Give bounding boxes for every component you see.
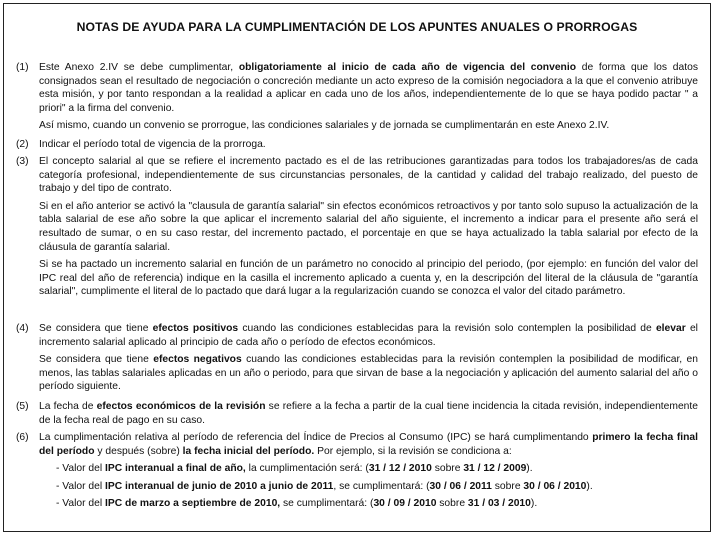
note-text bbox=[39, 322, 698, 394]
note-paragraph: Así mismo, cuando un convenio se prorrogue, las condiciones salariales y de jornada se cumplimentarán en este Anexo 2.IV. bbox=[39, 120, 610, 132]
help-notes-box bbox=[3, 3, 711, 532]
note-paragraph: La cumplimentación relativa al período de referencia del Índice de Precios al Consumo (IPC) se hará cumplimentando primero la fecha final del período y después (sobre) la fecha inicial del período. Por ejemplo, si la revisión se condiciona a: bbox=[39, 432, 698, 457]
note-text bbox=[39, 138, 698, 152]
note-paragraph: Este Anexo 2.IV se debe cumplimentar, obligatoriamente al inicio de cada año de vigencia del convenio de forma que los datos consignados sean el resultado de negociación o concreción mediante un acto expreso de la comisión negociadora a la que el convenio atribuye esta misión, y por tanto respondan a la realidad a aplicar en cada uno de los años, independientemente de lo que se haya podido pactar " a priori" a la firma del convenio. bbox=[39, 62, 698, 114]
note-number: (3) bbox=[16, 156, 29, 167]
note-paragraph: Se considera que tiene efectos negativos cuando las condiciones establecidas para la revisión contemplen la posibilidad de modificar, en menos, las tablas salariales aplicadas en un año o periodo, para que sirvan de base a la negociación y aplicación del aumento salarial del año o período siguiente. bbox=[39, 354, 698, 393]
note-text bbox=[39, 61, 698, 133]
note-text bbox=[39, 155, 698, 299]
note-number: (5) bbox=[16, 401, 29, 412]
note-paragraph: Se considera que tiene efectos positivos cuando las condiciones establecidas para la revisión solo contemplen la posibilidad de elevar el incremento salarial aplicado al principio de cada año o período de efectos económicos. bbox=[39, 323, 698, 348]
note-number: (2) bbox=[16, 139, 29, 150]
note-paragraph: Indicar el período total de vigencia de la prorroga. bbox=[39, 139, 266, 150]
note-paragraph: El concepto salarial al que se refiere el incremento pactado es el de las retribuciones garantizadas para todos los trabajadores/as de cada categoría profesional, independientemente de sus circunstancias personales, de la cantidad y calidad del trabajo realizado, del puesto de trabajo y del tipo de contrato. bbox=[39, 156, 698, 195]
note-paragraph: Si se ha pactado un incremento salarial en función de un parámetro no conocido al principio del periodo, (por ejemplo: en función del valor del IPC real del año de referencia) indique en la casilla el incremento aplicado a cuenta y, en la descripción del literal de la cláusula de "garantía salarial", cumplimente el literal de lo pactado que dará lugar a la regularización cuando se conozca el valor del citado parámetro. bbox=[39, 259, 698, 298]
note-number: (4) bbox=[16, 323, 29, 334]
page-title: NOTAS DE AYUDA PARA LA CUMPLIMENTACIÓN DE LOS APUNTES ANUALES O PRORROGAS bbox=[76, 20, 638, 34]
example-bullet: - Valor del IPC interanual a final de año, la cumplimentación será: (31 / 12 / 2010 sobre 31 / 12 / 2009). bbox=[56, 463, 533, 475]
note-number: (1) bbox=[16, 62, 29, 73]
note-paragraph: Si en el año anterior se activó la "clausula de garantía salarial" sin efectos económicos retroactivos y por tanto solo supuso la actualización de la tabla salarial de ese año sobre la que aplicar el incremento salarial del año siguiente, el incremento a indicar para el presente año será el resultado de sumar, o en su caso restar, del incremento pactado, el porcentaje en que se haya actualizado la tabla salarial por efecto de la cláusula de garantía salarial. bbox=[39, 200, 698, 253]
note-text bbox=[39, 431, 698, 511]
note-text bbox=[39, 400, 698, 427]
example-bullet: - Valor del IPC de marzo a septiembre de 2010, se cumplimentará: (30 / 09 / 2010 sobre 31 / 03 / 2010). bbox=[56, 498, 538, 510]
example-bullet: - Valor del IPC interanual de junio de 2010 a junio de 2011, se cumplimentará: (30 / 06 / 2011 sobre 30 / 06 / 2010). bbox=[56, 480, 593, 492]
note-number: (6) bbox=[16, 432, 29, 443]
note-paragraph: La fecha de efectos económicos de la revisión se refiere a la fecha a partir de la cual tiene incidencia la citada revisión, independientemente de la fecha real de pago en su caso. bbox=[39, 401, 699, 426]
